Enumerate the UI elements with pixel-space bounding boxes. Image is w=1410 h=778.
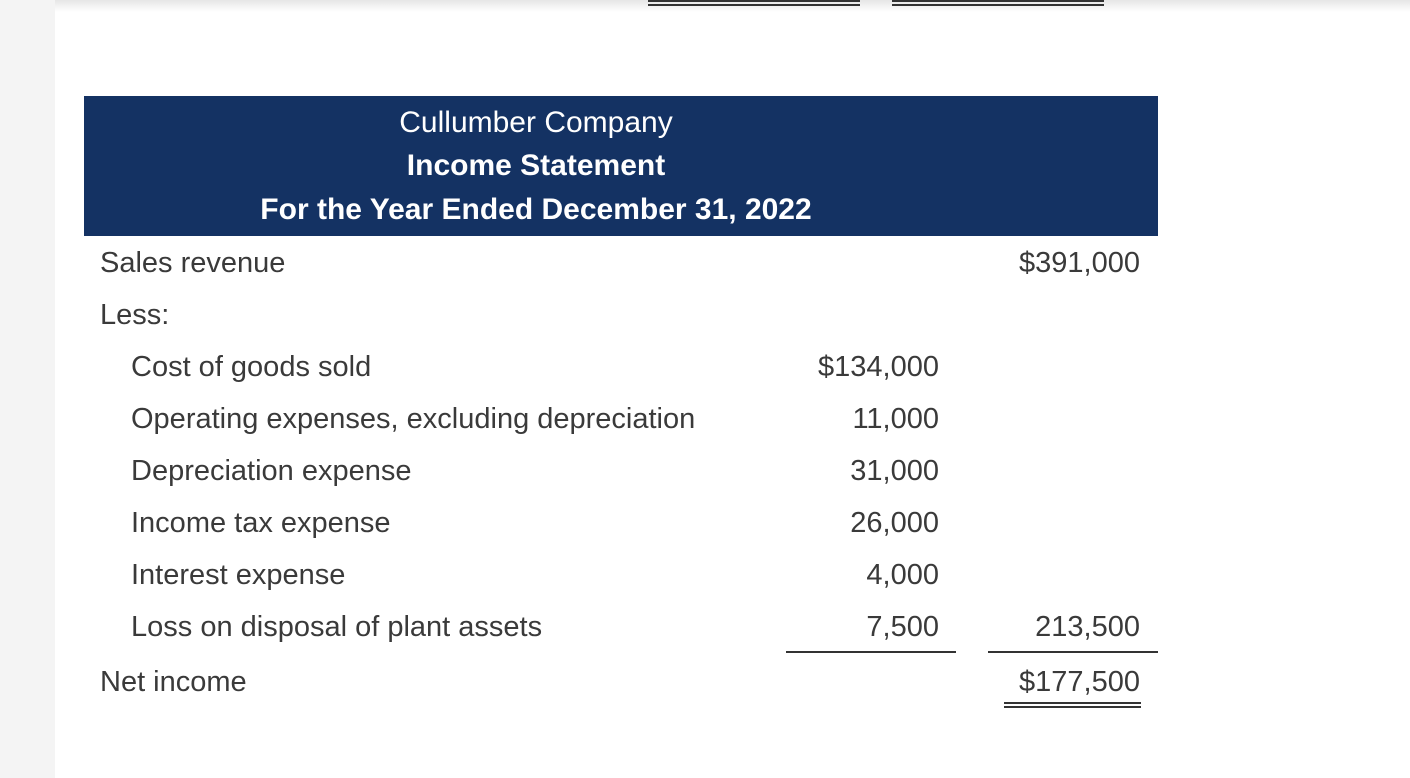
top-double-underline-col2 [892,0,1104,6]
subtotal-underline-col2 [988,651,1158,653]
statement-title: Income Statement [406,149,666,182]
row-amount: 4,000 [866,559,939,591]
row-label: Depreciation expense [131,455,412,487]
row-amount: 7,500 [866,611,939,643]
top-double-underline-col1 [648,0,860,6]
left-margin-strip [0,0,55,778]
row-amount: $134,000 [818,351,939,383]
row-label: Sales revenue [100,247,286,279]
row-interest-expense [84,549,1158,601]
row-label: Net income [100,666,247,698]
row-sales-revenue [84,237,1158,289]
row-amount-total: 213,500 [1035,611,1140,643]
row-operating-expenses [84,393,1158,445]
row-label: Income tax expense [131,507,391,539]
subtotal-underline-col1 [786,651,956,653]
row-label: Interest expense [131,559,346,591]
statement-period: For the Year Ended December 31, 2022 [260,193,812,226]
row-label: Cost of goods sold [131,351,372,383]
row-amount-total: $391,000 [1019,247,1140,279]
row-label: Operating expenses, excluding depreciation [131,403,696,435]
row-amount: 11,000 [852,403,939,435]
row-label: Less: [100,299,170,331]
row-amount-total: $177,500 [1019,666,1140,698]
row-income-tax-expense [84,497,1158,549]
row-label: Loss on disposal of plant assets [131,611,543,643]
row-amount: 26,000 [850,507,939,539]
row-cost-of-goods-sold [84,341,1158,393]
row-net-income [84,656,1158,708]
row-less [84,289,1158,341]
company-name: Cullumber Company [399,106,673,139]
row-depreciation-expense [84,445,1158,497]
row-amount: 31,000 [850,455,939,487]
net-income-double-underline [1004,702,1141,708]
statement-header [84,96,1158,236]
row-loss-on-disposal [84,601,1158,653]
